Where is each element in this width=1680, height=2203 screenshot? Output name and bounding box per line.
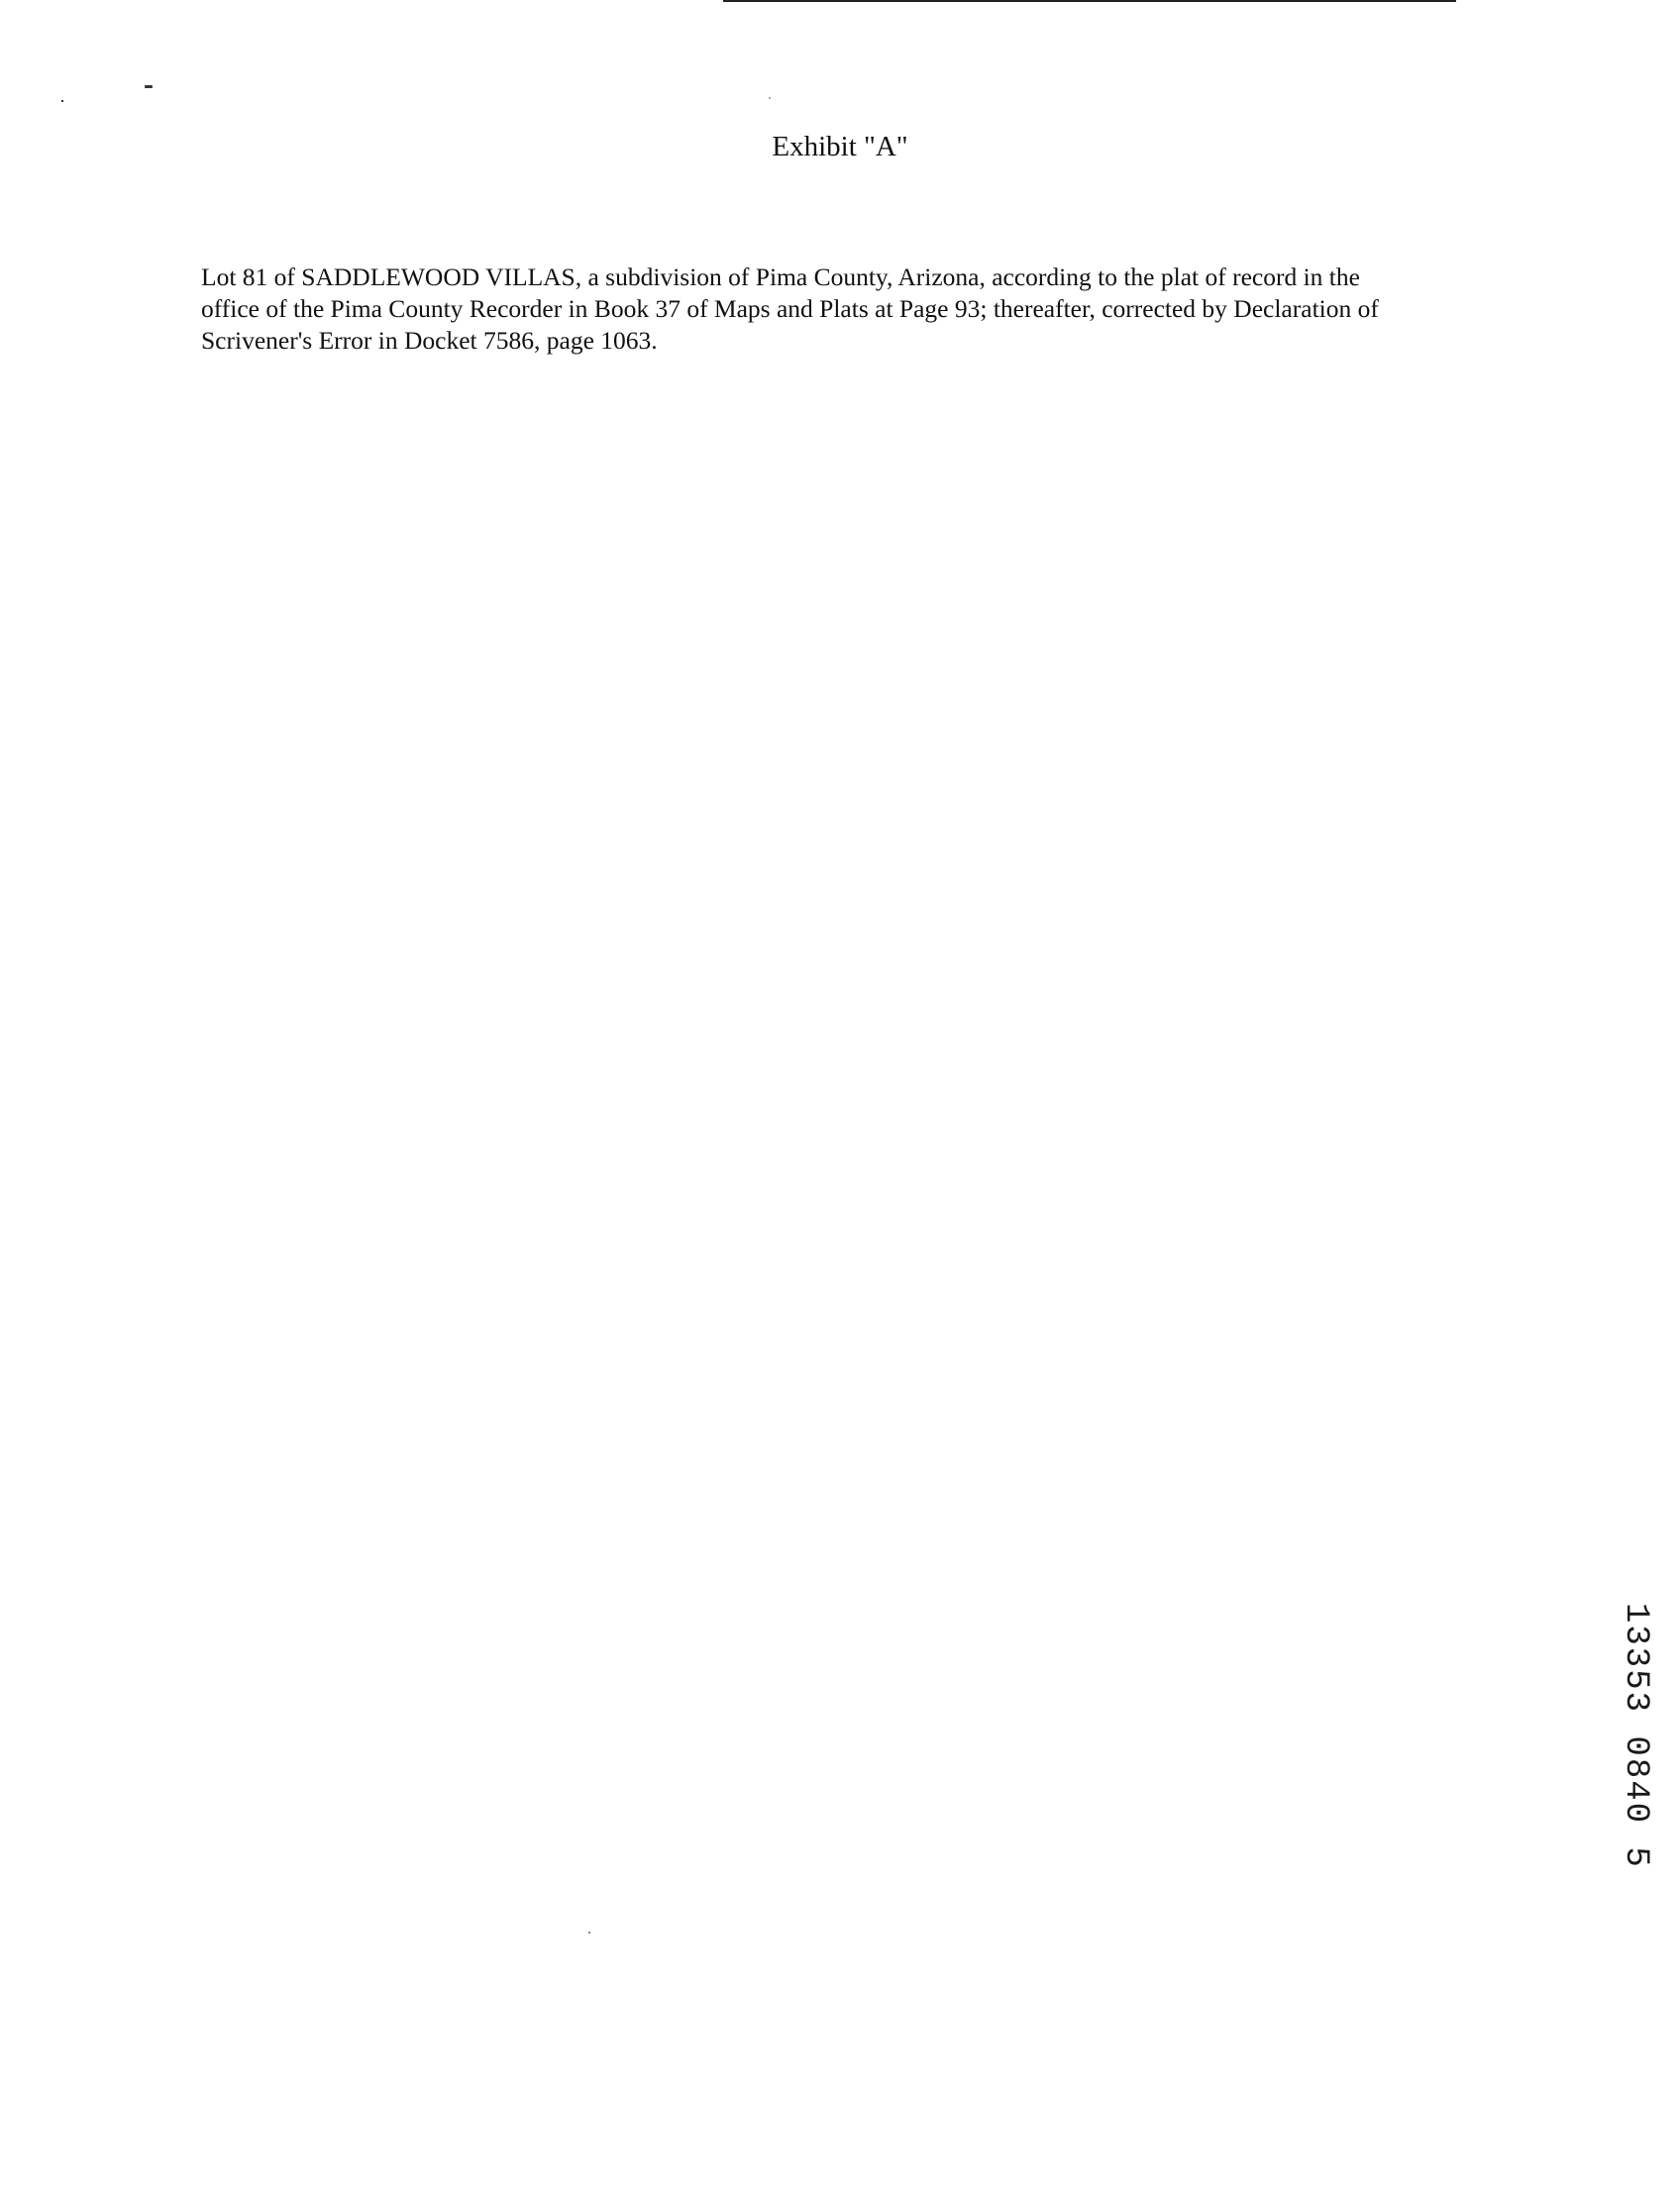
scan-speck <box>61 100 63 102</box>
top-border-rule <box>723 0 1456 2</box>
legal-description-line-1: Lot 81 of SADDLEWOOD VILLAS, a subdivision of Pima County, Arizona, according to the plat of record in the <box>201 262 1360 291</box>
recording-number-text: 13353 0840 5 <box>1617 1603 1654 1869</box>
legal-description-line-2: office of the Pima County Recorder in Book 37 of Maps and Plats at Page 93; thereafter, corrected by Declaration of <box>201 294 1379 323</box>
scan-speck <box>769 97 771 99</box>
legal-description-line-3: Scrivener's Error in Docket 7586, page 1063. <box>201 326 658 355</box>
exhibit-title: Exhibit "A" <box>772 131 908 162</box>
legal-description <box>201 262 1519 357</box>
recording-number-stamp <box>1605 1603 1668 1890</box>
scan-speck <box>145 85 153 88</box>
scan-speck <box>588 1932 590 1934</box>
